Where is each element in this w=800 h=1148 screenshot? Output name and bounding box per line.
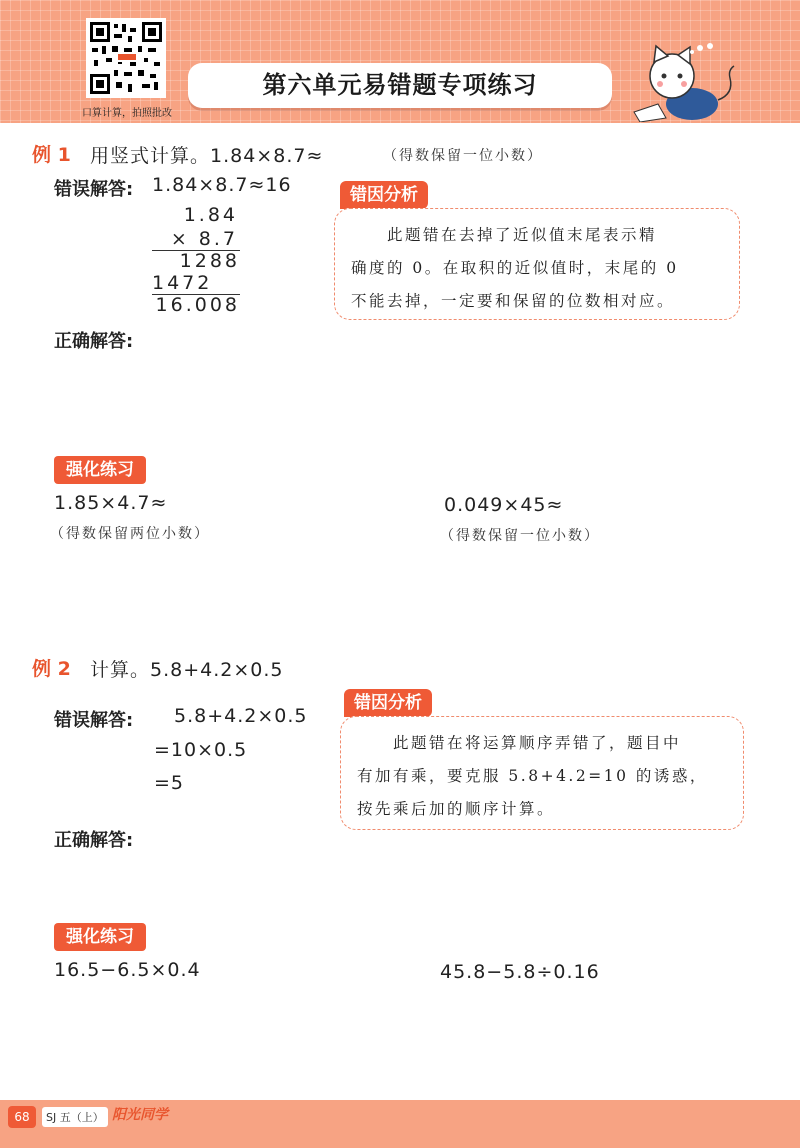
practice2-right-expr: 45.8−5.8÷0.16 [440,961,600,983]
example2-analysis-tag: 错因分析 [344,689,432,717]
analysis-line: 按先乘后加的顺序计算。 [357,800,556,818]
practice1-right-note: （得数保留一位小数） [440,528,600,544]
example1-tag: 例 1 [32,144,71,166]
example1-wrong-expr: 1.84×8.7≈16 [152,174,292,196]
practice2-tag: 强化练习 [54,923,146,951]
practice1-tag: 强化练习 [54,456,146,484]
example2-step2: =10×0.5 [154,739,248,761]
grade-label: SJ 五（上） [42,1107,108,1127]
qr-code-icon[interactable] [86,18,166,98]
practice2-left-expr: 16.5−6.5×0.4 [54,959,201,981]
vertical-line-1: 1.84 [183,204,238,226]
example1-note: （得数保留一位小数） [383,148,543,164]
qr-caption: 口算计算，拍照批改 [82,108,172,119]
example2-question: 计算。5.8+4.2×0.5 [90,659,284,681]
analysis-line: 有加有乘，要克服 5.8+4.2=10 的诱惑， [357,767,708,785]
practice1-left-note: （得数保留两位小数） [50,526,210,542]
example1-wrong-label: 错误解答: [54,179,134,200]
example1-question: 用竖式计算。1.84×8.7≈ [90,145,324,167]
example1-analysis-box [334,208,740,320]
example2-step3: =5 [154,772,185,794]
example2-wrong-label: 错误解答: [54,710,134,731]
vertical-line-4: 1472 [152,272,213,294]
analysis-line: 此题错在将运算顺序弄错了，题目中 [357,734,682,752]
example2-step1: 5.8+4.2×0.5 [174,705,308,727]
example2-tag: 例 2 [32,658,71,680]
example2-analysis-box [340,716,744,830]
example1-analysis-tag: 错因分析 [340,181,428,209]
analysis-line: 确度的 0。在取积的近似值时，末尾的 0 [351,259,679,277]
title-banner [188,63,612,108]
vertical-line-5: 16.008 [155,294,240,316]
vertical-line-2: × 8.7 [170,228,238,250]
example1-correct-label: 正确解答: [54,331,134,352]
analysis-line: 此题错在去掉了近似值末尾表示精 [351,226,658,244]
brand-logo: 阳光同学 [112,1107,168,1123]
vertical-line-3: 1288 [179,250,240,272]
practice1-right-expr: 0.049×45≈ [444,494,564,516]
analysis-line: 不能去掉，一定要和保留的位数相对应。 [351,292,676,310]
practice1-left-expr: 1.85×4.7≈ [54,492,168,514]
page-number: 68 [8,1106,36,1128]
example2-correct-label: 正确解答: [54,830,134,851]
page-title: 第六单元易错题专项练习 [262,71,538,99]
cat-mascot-icon [630,42,740,122]
